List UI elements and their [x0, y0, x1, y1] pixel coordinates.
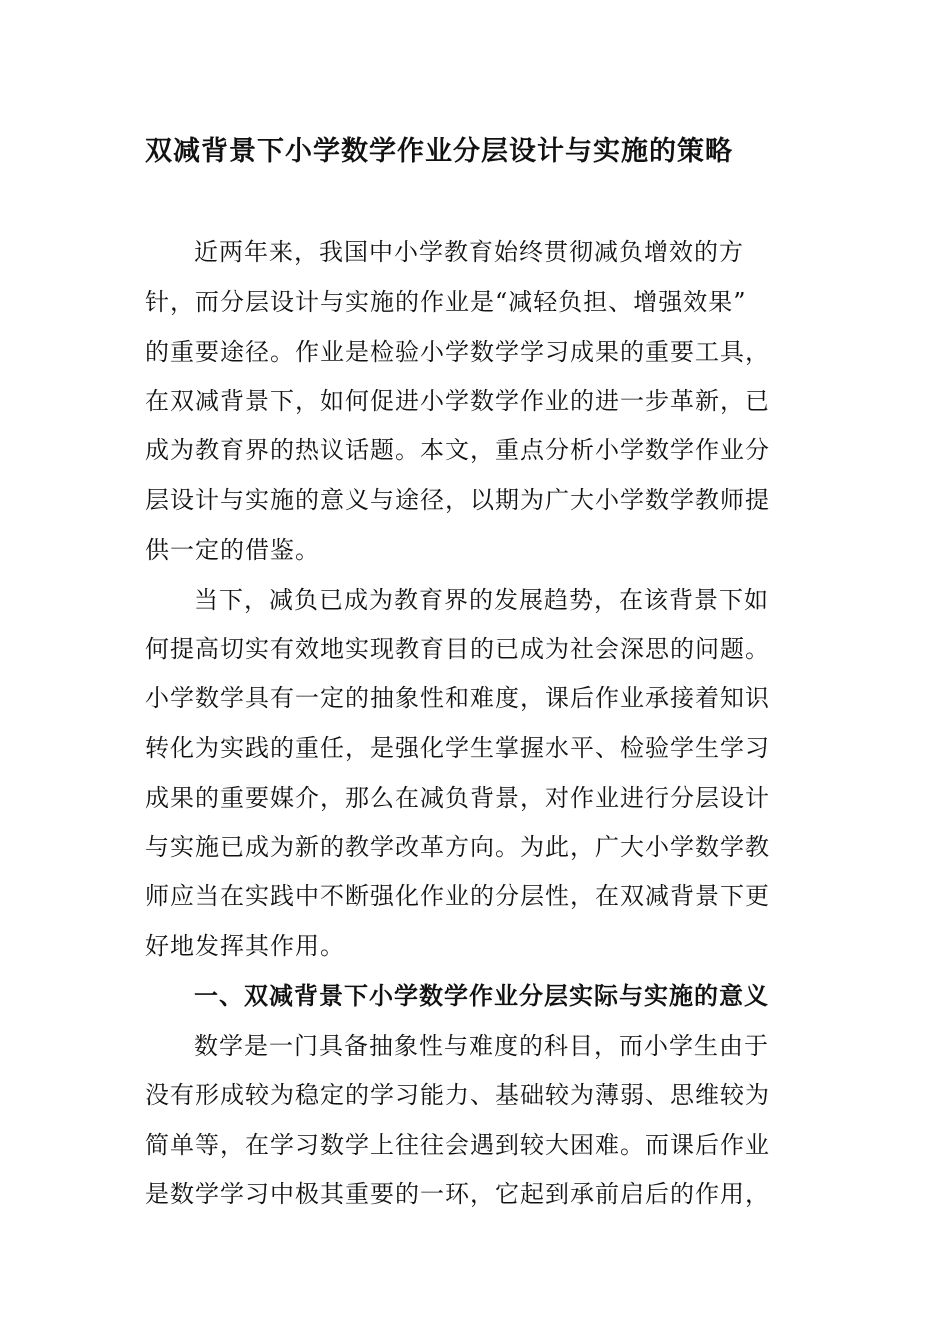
paragraph-2-line-4: 转化为实践的重任，是强化学生掌握水平、检验学生学习 — [145, 734, 770, 762]
paragraph-1-line-6: 层设计与实施的意义与途径，以期为广大小学数学教师提 — [145, 486, 770, 514]
paragraph-1-line-7: 供一定的借鉴。 — [145, 536, 320, 564]
section-paragraph-line-2: 没有形成较为稳定的学习能力、基础较为薄弱、思维较为 — [145, 1081, 770, 1109]
paragraph-1-line-4: 在双减背景下，如何促进小学数学作业的进一步革新，已 — [145, 387, 770, 415]
paragraph-1-line-3: 的重要途径。作业是检验小学数学学习成果的重要工具， — [145, 338, 770, 366]
paragraph-2-line-8: 好地发挥其作用。 — [145, 932, 345, 960]
section-paragraph-line-3: 简单等，在学习数学上往往会遇到较大困难。而课后作业 — [145, 1131, 770, 1159]
section-paragraph-line-4: 是数学学习中极其重要的一环，它起到承前启后的作用， — [145, 1180, 770, 1208]
paragraph-1-line-5: 成为教育界的热议话题。本文，重点分析小学数学作业分 — [145, 436, 770, 464]
section-paragraph-line-1: 数学是一门具备抽象性与难度的科目，而小学生由于 — [194, 1032, 769, 1060]
document-title: 双减背景下小学数学作业分层设计与实施的策略 — [145, 136, 733, 167]
paragraph-2-line-5: 成果的重要媒介，那么在减负背景，对作业进行分层设计 — [145, 784, 770, 812]
paragraph-2-line-6: 与实施已成为新的教学改革方向。为此，广大小学数学教 — [145, 833, 770, 861]
paragraph-2-line-2: 何提高切实有效地实现教育目的已成为社会深思的问题。 — [145, 635, 770, 663]
paragraph-2-line-3: 小学数学具有一定的抽象性和难度，课后作业承接着知识 — [145, 684, 770, 712]
paragraph-2-line-7: 师应当在实践中不断强化作业的分层性，在双减背景下更 — [145, 882, 770, 910]
paragraph-1-line-1: 近两年来，我国中小学教育始终贯彻减负增效的方 — [194, 238, 744, 266]
paragraph-2-line-1: 当下，减负已成为教育界的发展趋势，在该背景下如 — [194, 586, 769, 614]
section-heading: 一、双减背景下小学数学作业分层实际与实施的意义 — [194, 981, 769, 1010]
paragraph-1-line-2: 针，而分层设计与实施的作业是“减轻负担、增强效果” — [145, 288, 747, 316]
